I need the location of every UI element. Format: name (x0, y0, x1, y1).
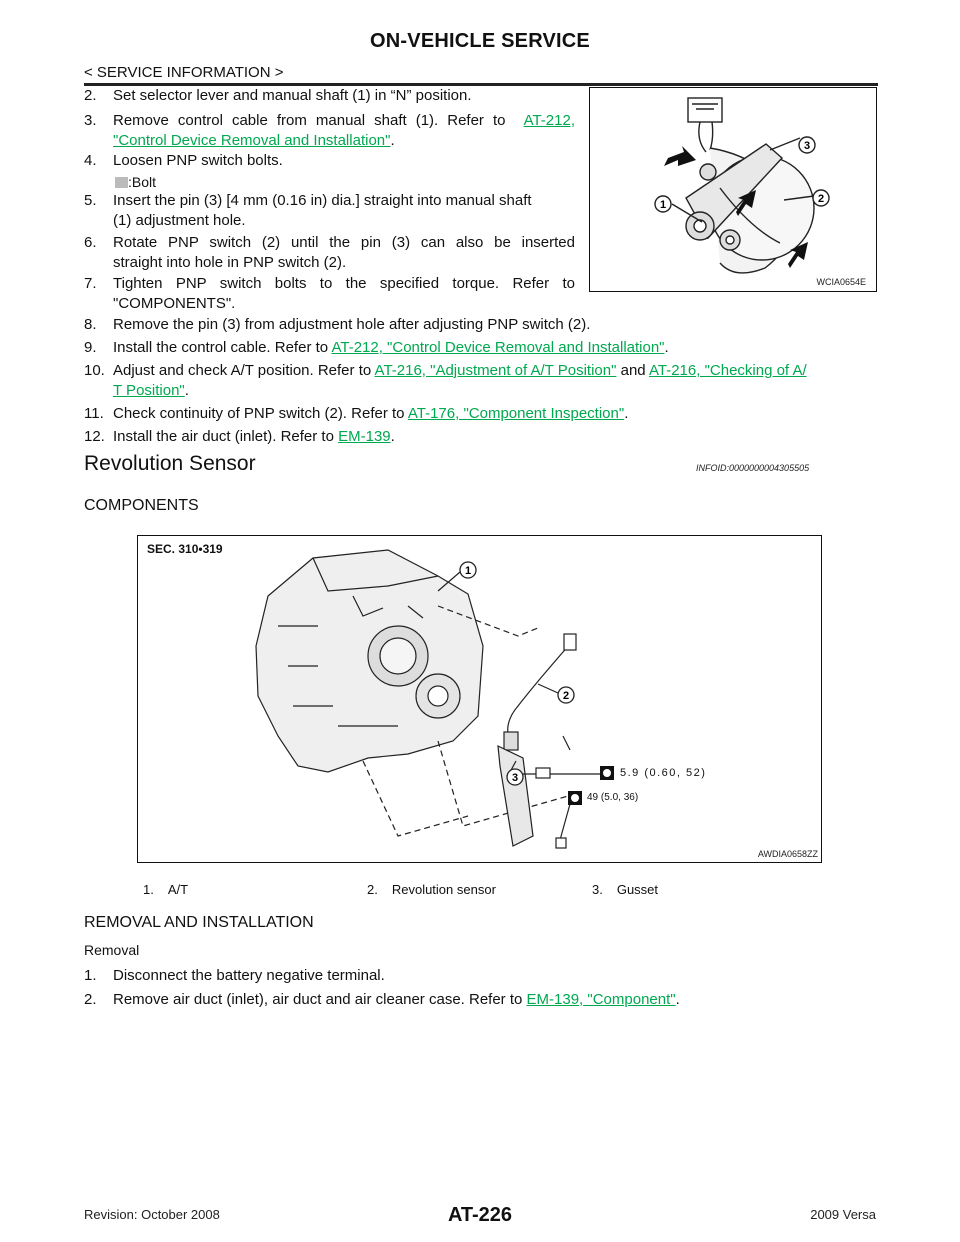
page-title: ON-VEHICLE SERVICE (370, 30, 590, 52)
removal-subheading: Removal (84, 942, 140, 958)
step-7: 7. Tighten PNP switch bolts to the specified torque. Refer to "COMPONENTS". (84, 275, 575, 312)
step-9: 9. Install the control cable. Refer to AT-212, "Control Device Removal and Installation". (84, 339, 669, 356)
link-at-216-checking-cont[interactable]: T Position" (113, 382, 185, 399)
link-at-216-adjustment[interactable]: AT-216, "Adjustment of A/T Position" (374, 362, 617, 379)
torque-spec-1: 5.9 (0.60, 52) (620, 767, 707, 779)
step-4: 4. Loosen PNP switch bolts. :Bolt (84, 152, 283, 190)
footer-model: 2009 Versa (810, 1207, 876, 1222)
link-at-212-control-device[interactable]: AT-212, "Control Device Removal and Installation" (331, 339, 665, 356)
transaxle-illustration (138, 536, 820, 861)
revolution-sensor-figure (137, 535, 822, 863)
torque-spec-2: 49 (5.0, 36) (587, 792, 639, 803)
link-at-216-checking[interactable]: AT-216, "Checking of A/ (648, 362, 807, 379)
section-breadcrumb: < SERVICE INFORMATION > (84, 64, 284, 81)
torque-icon (568, 791, 582, 805)
legend-item-2: 2. Revolution sensor (367, 882, 496, 897)
link-em-139-component[interactable]: EM-139, "Component" (526, 991, 676, 1008)
figure2-code: AWDIA0658ZZ (757, 849, 818, 859)
sec-label: SEC. 310•319 (147, 542, 223, 556)
legend-item-1: 1. A/T (143, 882, 189, 897)
legend-item-3: 3. Gusset (592, 882, 659, 897)
link-at-212[interactable]: AT-212, (523, 112, 575, 129)
fig2-callout-1-label: 1 (464, 565, 472, 577)
torque-icon (600, 766, 614, 780)
callout-2-label: 2 (817, 193, 825, 205)
section-title: Revolution Sensor (84, 452, 256, 475)
link-control-device-removal[interactable]: "Control Device Removal and Installation" (113, 132, 391, 149)
step-10: 10. Adjust and check A/T position. Refer to AT-216, "Adjustment of A/T Position" and AT-216, "Checking of A/ T Position". (84, 362, 807, 399)
step-8: 8. Remove the pin (3) from adjustment hole after adjusting PNP switch (2). (84, 316, 591, 333)
step-3: 3. Remove control cable from manual shaft (1). Refer to AT-212, "Control Device Removal and Installation". (84, 112, 575, 149)
removal-heading: REMOVAL AND INSTALLATION (84, 914, 314, 931)
fig2-callout-3-label: 3 (511, 772, 519, 784)
callout-3-label: 3 (803, 140, 811, 152)
bolt-icon (115, 177, 128, 188)
info-id: INFOID:0000000004305505 (696, 463, 810, 473)
callout-1-label: 1 (659, 199, 667, 211)
removal-step-1: 1. Disconnect the battery negative terminal. (84, 967, 385, 984)
step-2: 2. Set selector lever and manual shaft (1) in “N” position. (84, 87, 472, 104)
step-6: 6. Rotate PNP switch (2) until the pin (3) can also be inserted straight into hole in PNP switch (2). (84, 234, 575, 271)
pnp-switch-illustration (590, 88, 875, 290)
figure-code: WCIA0654E (816, 277, 866, 287)
step-12: 12. Install the air duct (inlet). Refer to EM-139. (84, 428, 395, 445)
removal-step-2: 2. Remove air duct (inlet), air duct and air cleaner case. Refer to EM-139, "Component". (84, 991, 680, 1008)
fig2-callout-2-label: 2 (562, 690, 570, 702)
step-5: 5. Insert the pin (3) [4 mm (0.16 in) dia.] straight into manual shaft (1) adjustment hole. (84, 192, 532, 229)
pnp-switch-figure (589, 87, 877, 292)
step-11: 11. Check continuity of PNP switch (2). Refer to AT-176, "Component Inspection". (84, 405, 629, 422)
page-number: AT-226 (447, 1204, 513, 1226)
footer-revision: Revision: October 2008 (84, 1207, 220, 1222)
link-at-176[interactable]: AT-176, "Component Inspection" (407, 405, 625, 422)
components-heading: COMPONENTS (84, 497, 199, 514)
link-em-139[interactable]: EM-139 (338, 428, 391, 445)
